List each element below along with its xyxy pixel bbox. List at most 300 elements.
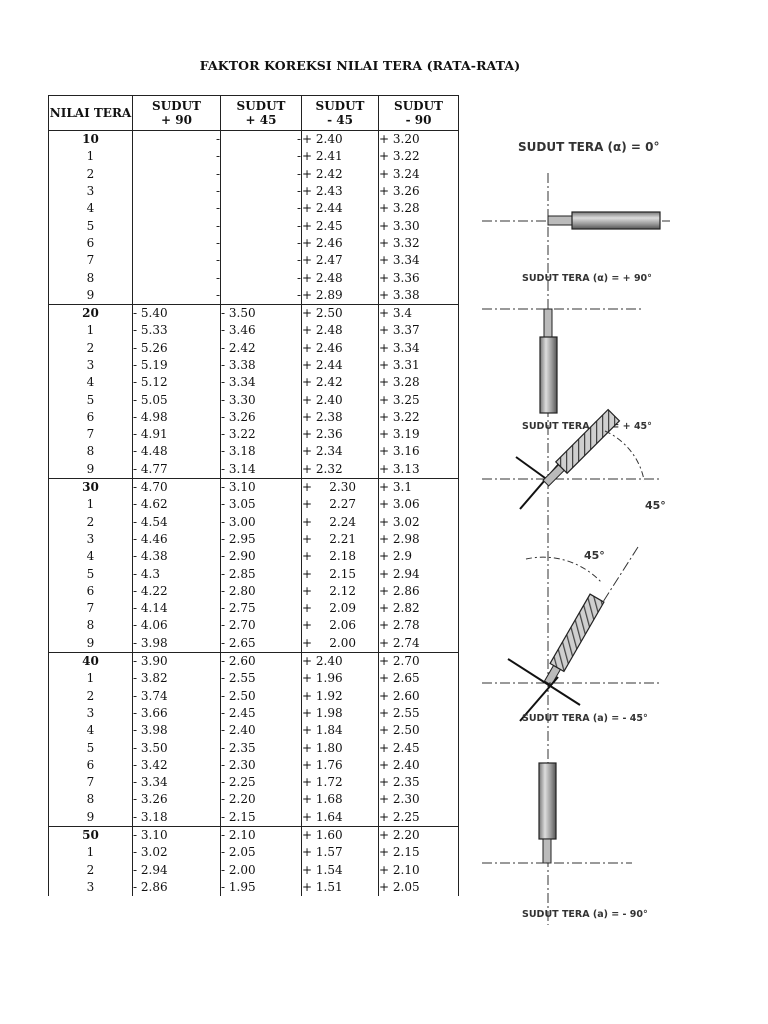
nilai-tera-cell: 1 (49, 670, 133, 687)
table-row (49, 426, 459, 443)
nilai-tera-cell: 8 (49, 617, 133, 634)
correction-cell (302, 548, 379, 565)
correction-cell: - 3.10 (221, 478, 302, 496)
nilai-tera-cell: 4 (49, 722, 133, 739)
angle-diagram (460, 95, 666, 935)
correction-cell: - 2.65 (221, 635, 302, 653)
table-row (49, 287, 459, 305)
correction-cell: + 2.32 (302, 461, 379, 479)
correction-cell: - 4.91 (133, 426, 221, 443)
correction-cell: + 2.45 (302, 217, 379, 234)
correction-cell: + 3.36 (379, 269, 459, 286)
correction-sign: + (302, 531, 313, 546)
correction-cell: - 2.40 (221, 722, 302, 739)
table-row (49, 166, 459, 183)
correction-cell: + 3.22 (379, 148, 459, 165)
nilai-tera-cell: 5 (49, 217, 133, 234)
correction-cell: + 3.34 (379, 252, 459, 269)
nilai-tera-cell: 8 (49, 269, 133, 286)
correction-cell: + 3.34 (379, 340, 459, 357)
correction-cell: - 5.26 (133, 340, 221, 357)
correction-cell: - 3.66 (133, 705, 221, 722)
correction-number: 2.09 (329, 601, 356, 616)
angle-arc-upper (605, 431, 644, 480)
correction-cell: + 2.46 (302, 235, 379, 252)
correction-cell: + 1.98 (302, 705, 379, 722)
correction-cell: - (133, 252, 221, 269)
correction-cell: + 1.60 (302, 826, 379, 844)
correction-cell: + 1.84 (302, 722, 379, 739)
table-row (49, 565, 459, 582)
correction-cell: - 2.20 (221, 791, 302, 808)
nilai-tera-cell: 2 (49, 861, 133, 878)
correction-sign: + (302, 480, 313, 495)
correction-cell: + 2.15 (379, 844, 459, 861)
correction-cell: - (221, 269, 302, 286)
correction-cell: + 2.20 (379, 826, 459, 844)
label-angle-plus-45: SUDUT TERA (α) = + 45° (522, 421, 652, 432)
nilai-tera-cell: 3 (49, 357, 133, 374)
correction-cell: + 3.28 (379, 200, 459, 217)
table-row (49, 252, 459, 269)
correction-cell (302, 478, 379, 496)
correction-cell: + 3.1 (379, 478, 459, 496)
correction-cell: - (133, 217, 221, 234)
nilai-tera-cell: 3 (49, 183, 133, 200)
correction-cell: + 2.48 (302, 269, 379, 286)
header-line: - 45 (327, 113, 353, 127)
table-row (49, 722, 459, 739)
correction-value (302, 583, 356, 600)
table-row (49, 391, 459, 408)
correction-cell: + 3.25 (379, 391, 459, 408)
correction-cell: + 1.64 (302, 809, 379, 827)
correction-cell: - (221, 183, 302, 200)
correction-cell: - 5.05 (133, 391, 221, 408)
correction-cell: + 1.76 (302, 757, 379, 774)
correction-value (302, 548, 356, 565)
correction-cell (302, 531, 379, 548)
correction-cell: - 3.18 (133, 809, 221, 827)
nilai-tera-cell: 2 (49, 514, 133, 531)
correction-cell: + 2.35 (379, 774, 459, 791)
nilai-tera-cell: 9 (49, 635, 133, 653)
nilai-tera-cell: 5 (49, 391, 133, 408)
nilai-tera-cell: 6 (49, 235, 133, 252)
table-row (49, 496, 459, 513)
correction-number: 2.00 (329, 635, 356, 650)
correction-cell: - 4.98 (133, 409, 221, 426)
header-line: SUDUT (236, 99, 286, 113)
nilai-tera-cell: 30 (49, 478, 133, 496)
correction-sign: + (302, 635, 313, 650)
correction-cell: - 4.14 (133, 600, 221, 617)
table-row (49, 600, 459, 617)
correction-cell: + 2.40 (302, 131, 379, 149)
correction-cell: - 4.22 (133, 583, 221, 600)
hammer-tip-up (544, 309, 552, 337)
table-row (49, 200, 459, 217)
correction-cell: + 2.86 (379, 583, 459, 600)
table-header (49, 96, 459, 131)
correction-cell: + 3.24 (379, 166, 459, 183)
correction-cell: + 3.16 (379, 443, 459, 460)
correction-cell: + 2.43 (302, 183, 379, 200)
correction-cell: - (221, 287, 302, 305)
correction-cell (302, 565, 379, 582)
table-row (49, 757, 459, 774)
nilai-tera-cell: 4 (49, 374, 133, 391)
correction-cell: - 3.00 (221, 514, 302, 531)
correction-cell: + 3.31 (379, 357, 459, 374)
correction-value (302, 531, 356, 548)
nilai-tera-cell: 8 (49, 443, 133, 460)
nilai-tera-cell: 2 (49, 688, 133, 705)
table-row (49, 879, 459, 896)
angle-label-upper: 45° (645, 499, 666, 512)
nilai-tera-cell: 5 (49, 739, 133, 756)
table-row (49, 791, 459, 808)
correction-cell: - 3.46 (221, 322, 302, 339)
correction-cell: + 1.54 (302, 861, 379, 878)
table-row (49, 844, 459, 861)
correction-cell: + 3.19 (379, 426, 459, 443)
nilai-tera-cell: 4 (49, 200, 133, 217)
nilai-tera-cell: 10 (49, 131, 133, 149)
correction-cell: - 2.70 (221, 617, 302, 634)
correction-number: 2.21 (329, 531, 356, 546)
table-row (49, 478, 459, 496)
header-line: - 90 (405, 113, 432, 127)
table-row (49, 739, 459, 756)
correction-cell: - (221, 235, 302, 252)
correction-cell: - 5.33 (133, 322, 221, 339)
hammer-body-down (539, 763, 556, 839)
nilai-tera-cell: 50 (49, 826, 133, 844)
correction-table (48, 95, 459, 896)
header-sudut-plus-45 (221, 96, 302, 131)
correction-cell: + 2.50 (302, 304, 379, 322)
correction-cell: + 2.45 (379, 739, 459, 756)
correction-cell: + 2.10 (379, 861, 459, 878)
correction-cell: - 5.12 (133, 374, 221, 391)
table-row (49, 583, 459, 600)
correction-cell: - 3.05 (221, 496, 302, 513)
correction-cell: + 2.89 (302, 287, 379, 305)
correction-sign: + (302, 601, 313, 616)
nilai-tera-cell: 5 (49, 565, 133, 582)
correction-value (302, 635, 356, 652)
correction-cell: - 2.94 (133, 861, 221, 878)
hammer-tilted-minus-45 (541, 594, 604, 687)
table-row (49, 304, 459, 322)
correction-cell: - (133, 287, 221, 305)
table-row (49, 514, 459, 531)
nilai-tera-cell: 2 (49, 166, 133, 183)
correction-value (302, 600, 356, 617)
correction-cell (302, 617, 379, 634)
correction-cell: - 2.55 (221, 670, 302, 687)
correction-value (302, 496, 356, 513)
correction-cell (302, 583, 379, 600)
table-row (49, 409, 459, 426)
correction-cell: - (133, 131, 221, 149)
correction-cell: - 3.50 (133, 739, 221, 756)
correction-cell: - 3.42 (133, 757, 221, 774)
correction-cell: - 3.38 (221, 357, 302, 374)
correction-cell: - 2.42 (221, 340, 302, 357)
correction-cell: - 4.48 (133, 443, 221, 460)
correction-cell: + 3.13 (379, 461, 459, 479)
correction-cell: + 2.44 (302, 357, 379, 374)
angle-diagram-svg (460, 95, 666, 935)
correction-cell: - 3.82 (133, 670, 221, 687)
correction-cell: - 2.80 (221, 583, 302, 600)
correction-cell: + 2.40 (302, 652, 379, 670)
nilai-tera-cell: 7 (49, 252, 133, 269)
correction-cell: + 1.72 (302, 774, 379, 791)
correction-cell: - 4.38 (133, 548, 221, 565)
correction-cell: + 3.37 (379, 322, 459, 339)
correction-cell: - (221, 217, 302, 234)
correction-cell: - 5.40 (133, 304, 221, 322)
correction-cell: - 4.3 (133, 565, 221, 582)
nilai-tera-cell: 3 (49, 531, 133, 548)
table-row (49, 688, 459, 705)
correction-cell: - 4.54 (133, 514, 221, 531)
correction-cell: + 2.40 (302, 391, 379, 408)
table-row (49, 183, 459, 200)
correction-cell: + 3.20 (379, 131, 459, 149)
label-angle-minus-90: SUDUT TERA (a) = - 90° (522, 909, 648, 920)
header-line: + 45 (245, 113, 277, 127)
correction-cell: + 2.30 (379, 791, 459, 808)
correction-sign: + (302, 497, 313, 512)
correction-cell: + 3.4 (379, 304, 459, 322)
correction-cell: + 2.40 (379, 757, 459, 774)
correction-cell: + 2.42 (302, 374, 379, 391)
correction-cell: - 2.30 (221, 757, 302, 774)
correction-sign: + (302, 549, 313, 564)
table-row (49, 235, 459, 252)
correction-cell: + 1.68 (302, 791, 379, 808)
correction-number: 2.06 (329, 618, 356, 633)
correction-cell: + 3.26 (379, 183, 459, 200)
correction-cell: - 3.22 (221, 426, 302, 443)
correction-cell: + 2.42 (302, 166, 379, 183)
table-row (49, 374, 459, 391)
correction-cell: + 2.55 (379, 705, 459, 722)
hammer-body-horizontal (572, 212, 660, 229)
header-nilai-tera: NILAI TERA (49, 96, 133, 131)
header-sudut-plus-90 (133, 96, 221, 131)
nilai-tera-cell: 9 (49, 461, 133, 479)
table-row (49, 826, 459, 844)
correction-cell: - 2.86 (133, 879, 221, 896)
correction-cell: - (221, 148, 302, 165)
correction-cell: - 1.95 (221, 879, 302, 896)
cross-mark-bottom (508, 659, 580, 705)
correction-cell: + 2.38 (302, 409, 379, 426)
hammer-tip-down (543, 839, 551, 863)
correction-cell: - 3.98 (133, 635, 221, 653)
correction-number: 2.12 (329, 583, 356, 598)
correction-cell: + 2.70 (379, 652, 459, 670)
header-line: SUDUT (315, 99, 365, 113)
nilai-tera-cell: 6 (49, 583, 133, 600)
correction-cell: + 2.98 (379, 531, 459, 548)
nilai-tera-cell: 2 (49, 340, 133, 357)
table-row (49, 131, 459, 149)
table-row (49, 340, 459, 357)
correction-cell: + 1.57 (302, 844, 379, 861)
correction-cell: + 3.02 (379, 514, 459, 531)
correction-cell: - (221, 166, 302, 183)
nilai-tera-cell: 20 (49, 304, 133, 322)
correction-value (302, 617, 356, 634)
hammer-horizontal (548, 216, 572, 225)
correction-number: 2.24 (329, 514, 356, 529)
correction-cell: + 2.46 (302, 340, 379, 357)
table-row (49, 809, 459, 827)
correction-cell: - 2.60 (221, 652, 302, 670)
correction-cell: + 2.47 (302, 252, 379, 269)
nilai-tera-cell: 6 (49, 757, 133, 774)
nilai-tera-cell: 1 (49, 496, 133, 513)
correction-cell: - 2.10 (221, 826, 302, 844)
correction-number: 2.27 (329, 497, 356, 512)
correction-cell: - 3.34 (133, 774, 221, 791)
correction-cell: + 1.92 (302, 688, 379, 705)
page-title: FAKTOR KOREKSI NILAI TERA (RATA-RATA) (199, 58, 521, 73)
correction-number: 2.30 (329, 480, 356, 495)
table-body (49, 131, 459, 897)
table-row (49, 670, 459, 687)
nilai-tera-cell: 40 (49, 652, 133, 670)
angle-label-lower: 45° (584, 549, 605, 562)
nilai-tera-cell: 6 (49, 409, 133, 426)
correction-cell: + 2.34 (302, 443, 379, 460)
correction-cell: + 3.06 (379, 496, 459, 513)
correction-cell: - 3.26 (221, 409, 302, 426)
correction-sign: + (302, 514, 313, 529)
table-row (49, 861, 459, 878)
correction-cell: + 2.36 (302, 426, 379, 443)
correction-cell: + 3.28 (379, 374, 459, 391)
nilai-tera-cell: 1 (49, 148, 133, 165)
table-row (49, 217, 459, 234)
table-row (49, 357, 459, 374)
correction-cell (302, 635, 379, 653)
correction-cell: - 2.35 (221, 739, 302, 756)
nilai-tera-cell: 1 (49, 322, 133, 339)
table-row (49, 269, 459, 286)
correction-cell: - (133, 200, 221, 217)
correction-cell: + 2.60 (379, 688, 459, 705)
correction-cell: - 2.00 (221, 861, 302, 878)
table-row (49, 531, 459, 548)
correction-sign: + (302, 566, 313, 581)
nilai-tera-cell: 7 (49, 426, 133, 443)
nilai-tera-cell: 4 (49, 548, 133, 565)
correction-cell: + 2.48 (302, 322, 379, 339)
nilai-tera-cell: 7 (49, 600, 133, 617)
correction-cell: + 2.25 (379, 809, 459, 827)
nilai-tera-cell: 3 (49, 705, 133, 722)
correction-cell: - 3.98 (133, 722, 221, 739)
correction-cell: + 2.41 (302, 148, 379, 165)
table-row (49, 635, 459, 653)
correction-cell: - 2.85 (221, 565, 302, 582)
correction-value (302, 479, 356, 496)
table-row (49, 148, 459, 165)
correction-cell: + 3.30 (379, 217, 459, 234)
correction-cell (302, 514, 379, 531)
correction-value (302, 566, 356, 583)
correction-cell: + 3.22 (379, 409, 459, 426)
header-sudut-minus-45 (302, 96, 379, 131)
nilai-tera-cell: 3 (49, 879, 133, 896)
label-angle-minus-45: SUDUT TERA (a) = - 45° (522, 713, 648, 724)
nilai-tera-cell: 7 (49, 774, 133, 791)
correction-cell: - 2.05 (221, 844, 302, 861)
nilai-tera-cell: 1 (49, 844, 133, 861)
correction-cell: - 2.75 (221, 600, 302, 617)
correction-cell: - 3.50 (221, 304, 302, 322)
correction-cell: - 2.15 (221, 809, 302, 827)
correction-cell: + 1.80 (302, 739, 379, 756)
nilai-tera-cell: 9 (49, 287, 133, 305)
table-row (49, 548, 459, 565)
header-line: SUDUT (394, 99, 443, 113)
correction-cell: - 3.74 (133, 688, 221, 705)
correction-cell: + 2.50 (379, 722, 459, 739)
header-sudut-minus-90 (379, 96, 459, 131)
nilai-tera-cell: 9 (49, 809, 133, 827)
correction-cell: - 4.77 (133, 461, 221, 479)
correction-cell: - 3.26 (133, 791, 221, 808)
correction-cell: - 4.70 (133, 478, 221, 496)
correction-number: 2.18 (329, 549, 356, 564)
correction-cell: - 3.14 (221, 461, 302, 479)
correction-cell: - (221, 131, 302, 149)
correction-cell: - (133, 166, 221, 183)
correction-cell: + 2.9 (379, 548, 459, 565)
correction-cell: + 3.38 (379, 287, 459, 305)
correction-cell: - 4.62 (133, 496, 221, 513)
correction-cell: - 3.30 (221, 391, 302, 408)
correction-cell (302, 600, 379, 617)
correction-cell: - 3.18 (221, 443, 302, 460)
correction-cell: + 2.44 (302, 200, 379, 217)
correction-cell: + 2.74 (379, 635, 459, 653)
correction-number: 2.15 (329, 566, 356, 581)
correction-cell: - 2.90 (221, 548, 302, 565)
correction-cell: - 3.90 (133, 652, 221, 670)
header-line: SUDUT (152, 99, 201, 113)
correction-cell: - 4.06 (133, 617, 221, 634)
correction-cell: - 2.50 (221, 688, 302, 705)
correction-cell: - (133, 183, 221, 200)
table-row (49, 617, 459, 634)
correction-cell: + 2.05 (379, 879, 459, 896)
table-row (49, 705, 459, 722)
header-line: + 90 (161, 113, 192, 127)
nilai-tera-cell: 8 (49, 791, 133, 808)
correction-cell: - 4.46 (133, 531, 221, 548)
correction-cell: + 1.96 (302, 670, 379, 687)
table-row (49, 322, 459, 339)
